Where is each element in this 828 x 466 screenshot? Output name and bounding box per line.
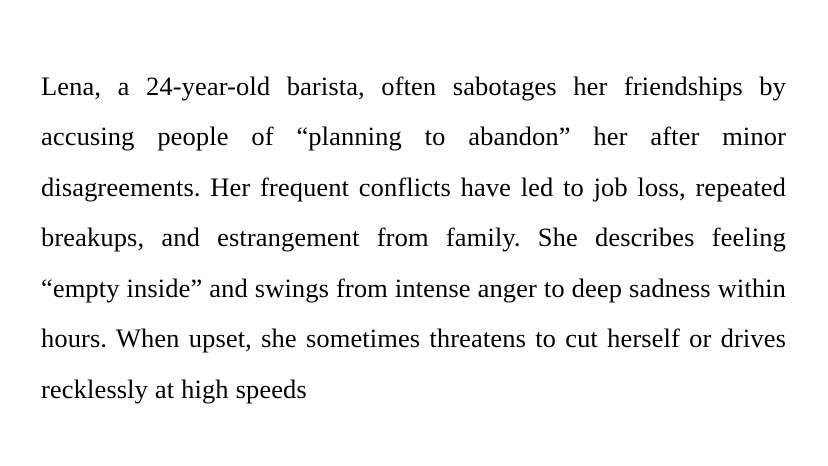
slide-body-paragraph: Lena, a 24-year-old barista, often sabotages her friendships by accusing people of “planning to abandon” her after minor disagreements. Her frequent conflicts have led to job loss, repeated breakups, and estrangement from family. She describes feeling “empty inside” and swings from intense anger to deep sadness within hours. When upset, she sometimes threatens to cut herself or drives recklessly at high speeds: [41, 70, 786, 404]
